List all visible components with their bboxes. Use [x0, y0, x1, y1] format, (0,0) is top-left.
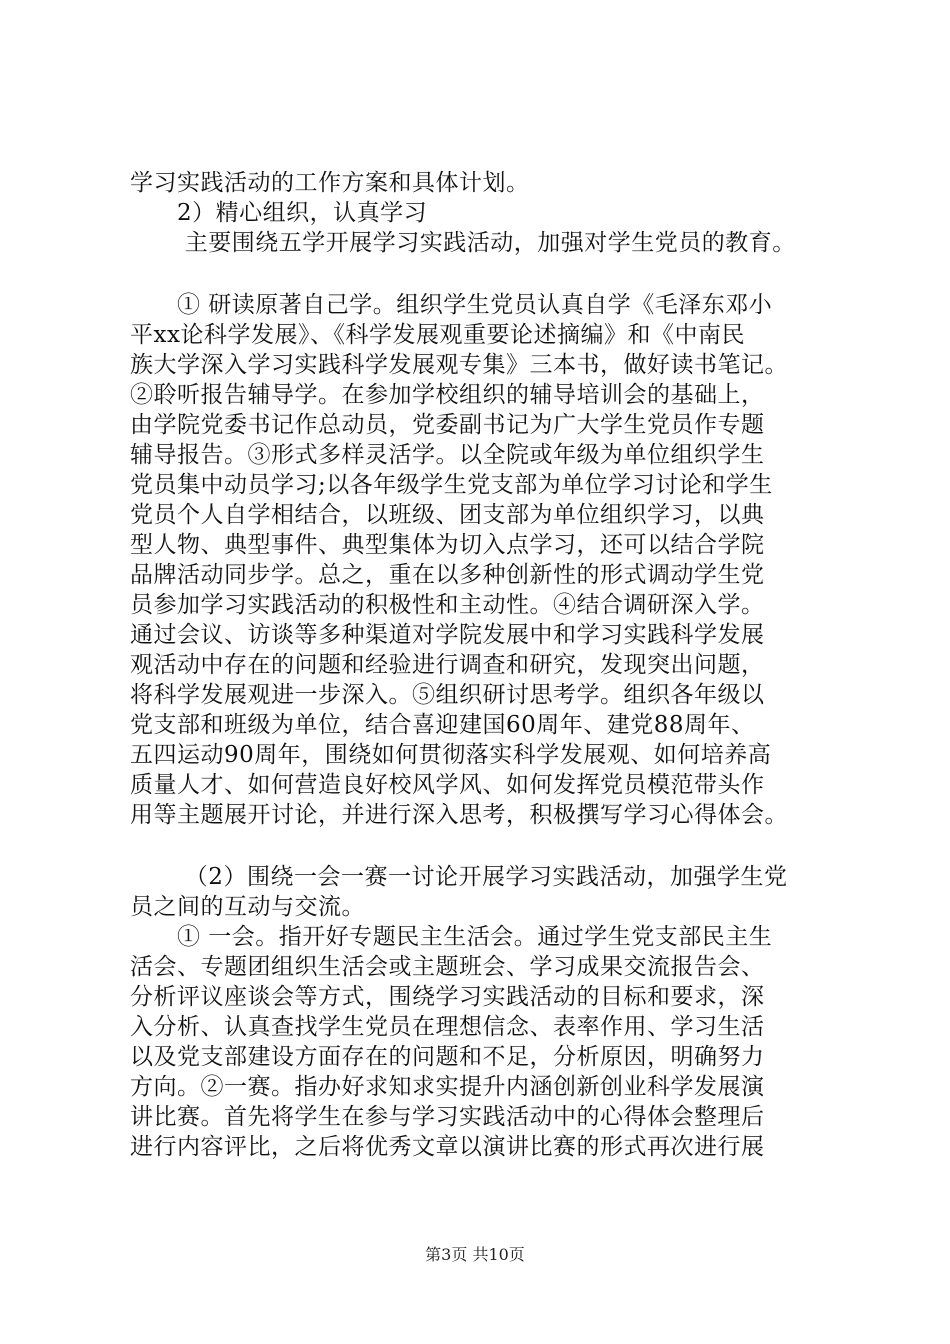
paragraph: [130, 168, 850, 258]
text-line: 品牌活动同步学。总之，重在以多种创新性的形式调动学生党: [130, 562, 765, 588]
text-line: 质量人才、如何营造良好校风学风、如何发挥党员模范带头作: [130, 772, 765, 798]
text-line: 2）精心组织，认真学习: [130, 200, 428, 226]
text-line: 将科学发展观进一步深入。⑤组织研讨思考学。组织各年级以: [130, 682, 765, 708]
text-line: 观活动中存在的问题和经验进行调查和研究，发现突出问题，: [130, 652, 765, 678]
page-footer: 第3页 共10页: [425, 1245, 525, 1264]
text-line: 通过会议、访谈等多种渠道对学院发展中和学习实践科学发展: [130, 622, 765, 648]
text-line: 族大学深入学习实践科学发展观专集》三本书，做好读书笔记。: [130, 352, 788, 378]
text-line: ① 研读原著自己学。组织学生党员认真自学《毛泽东邓小: [130, 292, 773, 318]
paragraph: [130, 290, 850, 830]
text-line: 以及党支部建设方面存在的问题和不足，分析原因，明确努力: [130, 1044, 765, 1070]
text-line: 党员个人自学相结合，以班级、团支部为单位组织学习，以典: [130, 502, 765, 528]
text-line: 员参加学习实践活动的积极性和主动性。④结合调研深入学。: [130, 592, 765, 618]
text-line: 五四运动90周年，围绕如何贯彻落实科学发展观、如何培养高: [130, 742, 772, 768]
text-line: 平xx论科学发展》、《科学发展观重要论述摘编》和《中南民: [130, 322, 745, 348]
text-line: 进行内容评比，之后将优秀文章以演讲比赛的形式再次进行展: [130, 1134, 765, 1160]
text-line: 型人物、典型事件、典型集体为切入点学习，还可以结合学院: [130, 532, 765, 558]
text-line: 方向。②一赛。指办好求知求实提升内涵创新创业科学发展演: [130, 1074, 765, 1100]
text-line: ②聆听报告辅导学。在参加学校组织的辅导培训会的基础上，: [130, 382, 765, 408]
document-body: [130, 168, 850, 1162]
text-line: 分析评议座谈会等方式，围绕学习实践活动的目标和要求，深: [130, 984, 765, 1010]
text-line: 讲比赛。首先将学生在参与学习实践活动中的心得体会整理后: [130, 1104, 765, 1130]
text-line: 活会、专题团组织生活会或主题班会、学习成果交流报告会、: [130, 954, 765, 980]
text-line: （2）围绕一会一赛一讨论开展学习实践活动，加强学生党: [130, 864, 788, 890]
paragraph-gap: [130, 830, 850, 862]
text-line: 入分析、认真查找学生党员在理想信念、表率作用、学习生活: [130, 1014, 765, 1040]
text-line: 党员集中动员学习;以各年级学生党支部为单位学习讨论和学生: [130, 472, 773, 498]
text-line: 员之间的互动与交流。: [130, 894, 365, 920]
text-line: 学习实践活动的工作方案和具体计划。: [130, 170, 530, 196]
text-line: ① 一会。指开好专题民主生活会。通过学生党支部民主生: [130, 924, 773, 950]
text-line: 辅导报告。③形式多样灵活学。以全院或年级为单位组织学生: [130, 442, 765, 468]
text-line: 主要围绕五学开展学习实践活动，加强对学生党员的教育。: [130, 230, 796, 256]
paragraph-gap: [130, 258, 850, 290]
text-line: 党支部和班级为单位，结合喜迎建国60周年、建党88周年、: [130, 712, 755, 738]
paragraph: [130, 862, 850, 1162]
text-line: 用等主题展开讨论，并进行深入思考，积极撰写学习心得体会。: [130, 802, 788, 828]
text-line: 由学院党委书记作总动员，党委副书记为广大学生党员作专题: [130, 412, 765, 438]
